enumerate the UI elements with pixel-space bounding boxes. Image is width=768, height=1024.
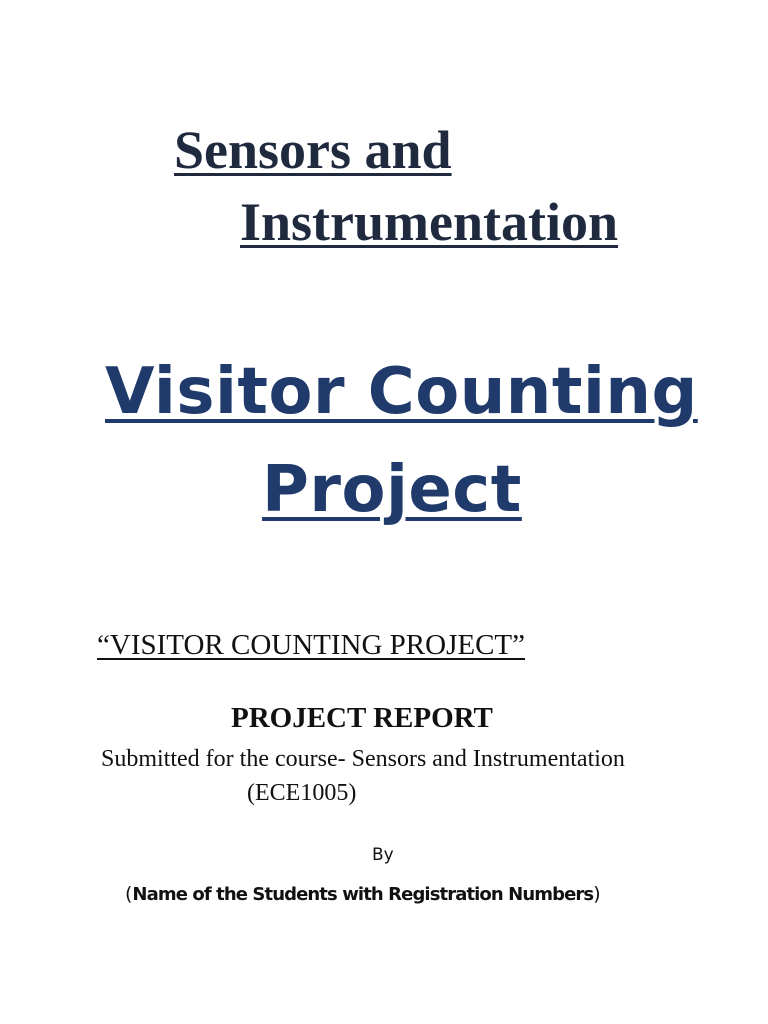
submitted-for-course-line: Submitted for the course- Sensors and Instrumentation [101, 746, 625, 772]
students-line [125, 880, 601, 909]
course-code: (ECE1005) [247, 780, 357, 806]
project-title-line-2: Project [262, 453, 522, 527]
open-paren: ( [125, 883, 133, 905]
course-title-line-1: Sensors and [174, 120, 452, 180]
quoted-project-title: “VISITOR COUNTING PROJECT” [97, 629, 526, 661]
by-label: By [372, 845, 394, 865]
close-paren: ) [593, 883, 601, 905]
students-placeholder: Name of the Students with Registration Numbers [132, 884, 594, 905]
course-title-line-2: Instrumentation [240, 192, 619, 252]
report-label: PROJECT REPORT [231, 702, 493, 734]
project-title-line-1: Visitor Counting [105, 355, 698, 429]
